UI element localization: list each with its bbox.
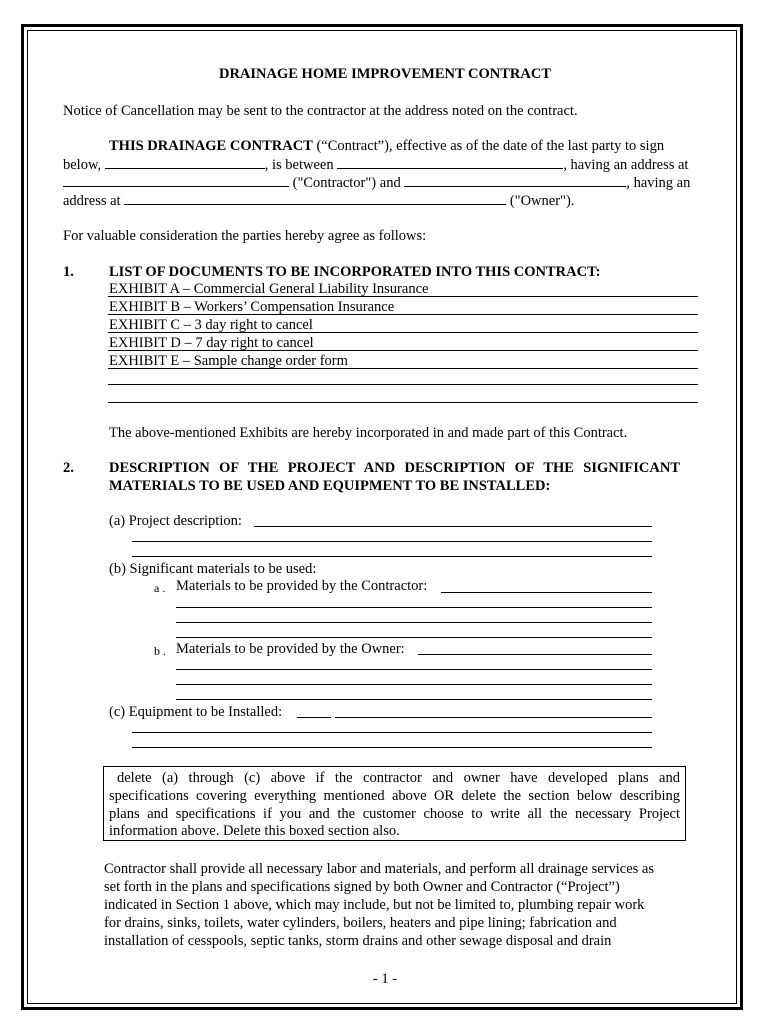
services-paragraph-line-4: for drains, sinks, toilets, water cylinders, boilers, heaters and pipe lining; fabrication and	[104, 915, 617, 931]
owner-materials-label: Materials to be provided by the Owner:	[176, 641, 405, 657]
sub-item-marker-b: b .	[154, 644, 166, 658]
contractor-address-blank[interactable]	[63, 174, 289, 187]
project-description-field[interactable]	[132, 556, 652, 557]
section-1-number: 1.	[63, 264, 74, 280]
contractor-materials-field[interactable]	[176, 607, 652, 608]
section-2-heading-line-1: DESCRIPTION OF THE PROJECT AND DESCRIPTION OF THE SIGNIFICANT	[109, 460, 680, 476]
services-paragraph-line-3: indicated in Section 1 above, which may include, but not be limited to, plumbing repair work	[104, 897, 645, 913]
contractor-name-blank[interactable]	[337, 156, 563, 169]
exhibits-incorporated-text: The above-mentioned Exhibits are hereby incorporated in and made part of this Contract.	[109, 425, 628, 441]
owner-name-blank[interactable]	[404, 174, 626, 187]
intro-below-text: below,	[63, 157, 102, 173]
section-2-number: 2.	[63, 460, 74, 476]
equipment-field[interactable]	[132, 747, 652, 748]
intro-contractor-and-text: ("Contractor") and	[292, 175, 401, 191]
owner-materials-field[interactable]	[176, 669, 652, 670]
equipment-field[interactable]	[335, 717, 652, 718]
services-paragraph-line-1: Contractor shall provide all necessary labor and materials, and perform all drainage services as	[104, 861, 654, 877]
section-2-heading-line-2: MATERIALS TO BE USED AND EQUIPMENT TO BE INSTALLED:	[109, 478, 551, 494]
consideration-text: For valuable consideration the parties hereby agree as follows:	[63, 228, 427, 244]
exhibit-a: EXHIBIT A – Commercial General Liability Insurance	[109, 281, 429, 297]
intro-having-an-text: , having an	[626, 175, 691, 191]
cancellation-notice: Notice of Cancellation may be sent to the contractor at the address noted on the contract.	[63, 103, 578, 119]
intro-line-4	[63, 192, 574, 210]
intro-line-1	[109, 138, 664, 155]
project-description-label: (a) Project description:	[109, 513, 242, 529]
date-blank[interactable]	[105, 156, 265, 169]
services-paragraph-line-2: set forth in the plans and specifications signed by both Owner and Contractor (“Project”)	[104, 879, 620, 895]
sub-item-marker-a: a .	[154, 581, 166, 595]
intro-lead-rest: (“Contract”), effective as of the date of the last party to sign	[312, 138, 665, 154]
instruction-line-2: specifications covering everything mentioned above OR delete the section below describing	[109, 788, 680, 804]
contractor-materials-label: Materials to be provided by the Contractor:	[176, 578, 428, 594]
owner-materials-field[interactable]	[176, 699, 652, 700]
instruction-line-1: delete (a) through (c) above if the contractor and owner have developed plans and	[117, 770, 680, 786]
services-paragraph-line-5: installation of cesspools, septic tanks, storm drains and other sewage disposal and drain	[104, 933, 612, 949]
project-description-field[interactable]	[254, 526, 652, 527]
intro-address-at-text: address at	[63, 193, 121, 209]
owner-materials-field[interactable]	[418, 654, 652, 655]
contractor-materials-field[interactable]	[176, 622, 652, 623]
exhibit-d: EXHIBIT D – 7 day right to cancel	[109, 335, 314, 351]
intro-lead-bold: THIS DRAINAGE CONTRACT	[109, 138, 313, 154]
intro-line-3	[63, 174, 690, 192]
intro-owner-text: ("Owner").	[509, 193, 575, 209]
equipment-short-field[interactable]	[297, 717, 331, 718]
instruction-line-4: information above. Delete this boxed section also.	[109, 823, 400, 839]
project-description-field[interactable]	[132, 541, 652, 542]
exhibit-b: EXHIBIT B – Workers’ Compensation Insurance	[109, 299, 395, 315]
exhibit-c: EXHIBIT C – 3 day right to cancel	[109, 317, 313, 333]
exhibit-e: EXHIBIT E – Sample change order form	[109, 353, 348, 369]
intro-line-2	[63, 156, 688, 174]
equipment-field[interactable]	[132, 732, 652, 733]
significant-materials-label: (b) Significant materials to be used:	[109, 561, 317, 577]
contractor-materials-field[interactable]	[441, 592, 652, 593]
blank-exhibit-line[interactable]	[108, 402, 698, 403]
intro-between-text: , is between	[264, 157, 334, 173]
section-1-heading: LIST OF DOCUMENTS TO BE INCORPORATED INTO THIS CONTRACT:	[109, 264, 601, 280]
instruction-line-3: plans and specifications if you and the customer choose to write all the necessary Project	[109, 806, 680, 822]
contractor-materials-field[interactable]	[176, 637, 652, 638]
owner-address-blank[interactable]	[124, 192, 506, 205]
page-number: - 1 -	[372, 971, 398, 987]
intro-address-text: , having an address at	[563, 157, 689, 173]
owner-materials-field[interactable]	[176, 684, 652, 685]
document-title: DRAINAGE HOME IMPROVEMENT CONTRACT	[218, 66, 552, 82]
equipment-label: (c) Equipment to be Installed:	[109, 704, 283, 720]
blank-exhibit-line[interactable]	[108, 384, 698, 385]
